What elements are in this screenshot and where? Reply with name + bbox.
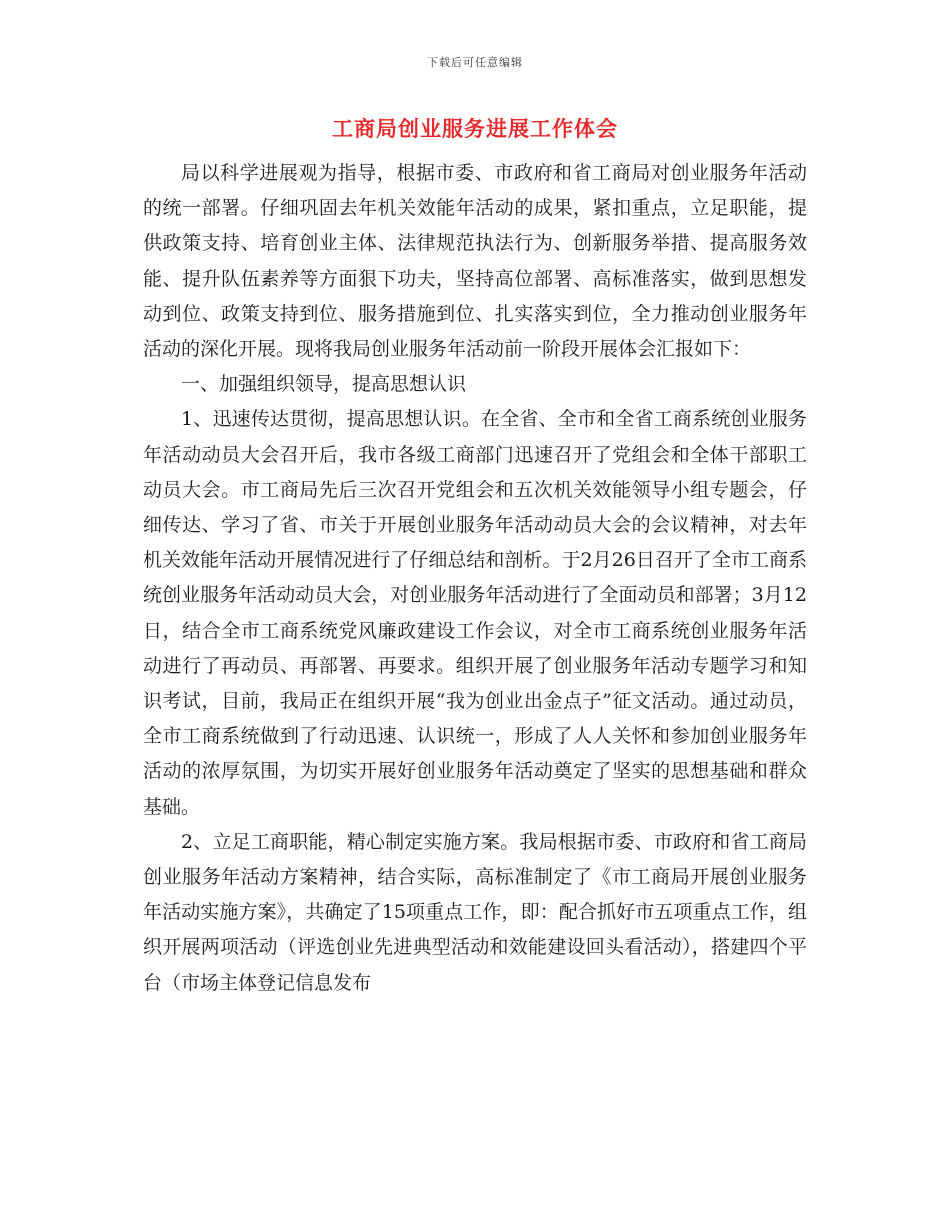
document-title: 工商局创业服务进展工作体会 [332, 116, 618, 141]
header-note: 下载后可任意编辑 [427, 56, 523, 69]
paragraph-intro: 局以科学进展观为指导，根据市委、市政府和省工商局对创业服务年活动的统一部署。仔细巩固去年机关效能年活动的成果，紧扣重点，立足职能，提供政策支持、培育创业主体、法律规范执法行为、创新服务举措、提高服务效能、提升队伍素养等方面狠下功夫，坚持高位部署、高标准落实，做到思想发动到位、政策支持到位、服务措施到位、扎实落实到位，全力推动创业服务年活动的深化开展。现将我局创业服务年活动前一阶段开展体会汇报如下： [143, 162, 807, 361]
document-body [143, 156, 807, 1001]
paragraph-item-2: 2、立足工商职能，精心制定实施方案。我局根据市委、市政府和省工商局创业服务年活动方案精神，结合实际，高标准制定了《市工商局开展创业服务年活动实施方案》，共确定了15项重点工作，即：配合抓好市五项重点工作，组织开展两项活动（评选创业先进典型活动和效能建设回头看活动），搭建四个平台（市场主体登记信息发布 [143, 830, 807, 994]
paragraph-item-1: 1、迅速传达贯彻，提高思想认识。在全省、全市和全省工商系统创业服务年活动动员大会召开后，我市各级工商部门迅速召开了党组会和全体干部职工动员大会。市工商局先后三次召开党组会和五次机关效能领导小组专题会，仔细传达、学习了省、市关于开展创业服务年活动动员大会的会议精神，对去年机关效能年活动开展情况进行了仔细总结和剖析。于2月26日召开了全市工商系统创业服务年活动动员大会，对创业服务年活动进行了全面动员和部署；3月12日，结合全市工商系统党风廉政建设工作会议，对全市工商系统创业服务年活动进行了再动员、再部署、再要求。组织开展了创业服务年活动专题学习和知识考试，目前，我局正在组织开展“我为创业出金点子”征文活动。通过动员，全市工商系统做到了行动迅速、认识统一，形成了人人关怀和参加创业服务年活动的浓厚氛围，为切实开展好创业服务年活动奠定了坚实的思想基础和群众基础。 [143, 408, 807, 818]
section-heading-1: 一、加强组织领导，提高思想认识 [181, 373, 467, 396]
